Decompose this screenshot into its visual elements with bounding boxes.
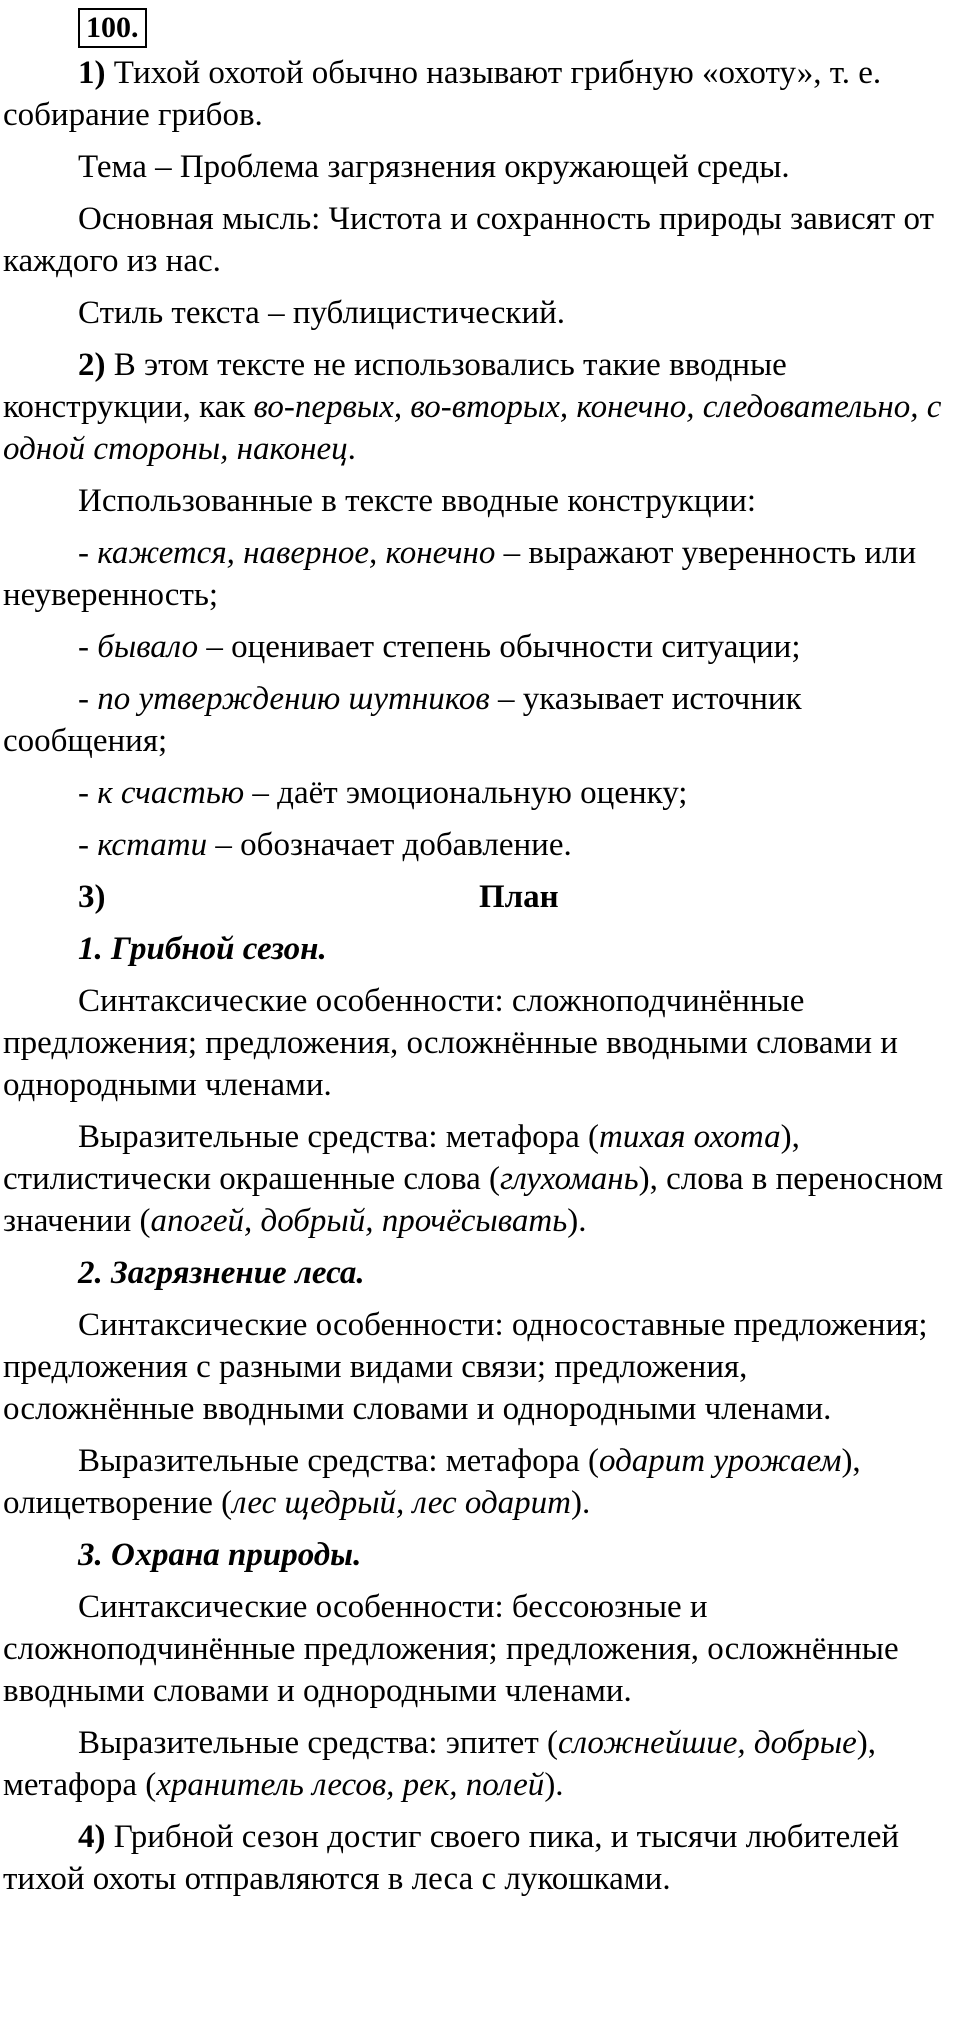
part2-label: 2)	[78, 347, 106, 383]
list-item-prefix: -	[78, 629, 98, 665]
list-item-meaning: – оценивает степень обычности ситуации;	[198, 629, 801, 665]
list-item-meaning: – указывает источник сообщения;	[3, 681, 802, 759]
section-expressive	[3, 1722, 946, 1806]
part2-used-heading: Использованные в тексте вводные конструкции:	[78, 483, 757, 519]
expr-example: апогей, добрый, прочёсывать	[150, 1203, 568, 1239]
expr-text: ), слова в переносном значении (	[3, 1161, 944, 1239]
section-syntax: Синтаксические особенности: сложноподчинённые предложения; предложения, осложнённые вводными словами и однородными членами.	[3, 983, 898, 1103]
part1-intro	[3, 52, 946, 136]
expr-example: лес щедрый, лес одарит	[232, 1485, 571, 1521]
expr-example: тихая охота	[599, 1119, 781, 1155]
part2-intro-end: .	[347, 431, 356, 467]
plan-header	[3, 876, 946, 918]
expr-text: ), метафора (	[3, 1725, 876, 1803]
part1-label: 1)	[78, 55, 106, 91]
section-syntax: Синтаксические особенности: бессоюзные и сложноподчинённые предложения; предложения, осложнённые вводными словами и однородными членами.	[3, 1589, 899, 1709]
list-item-meaning: – обозначает добавление.	[207, 827, 572, 863]
expr-text: ), стилистически окрашенные слова (	[3, 1119, 800, 1197]
list-item	[3, 772, 946, 814]
part1-style: Стиль текста – публицистический.	[78, 295, 566, 331]
list-item-prefix: -	[78, 681, 98, 717]
list-item	[3, 532, 946, 616]
list-item-phrase: по утверждению шутников	[97, 681, 490, 717]
expr-example: глухомань	[500, 1161, 639, 1197]
list-item-prefix: -	[78, 827, 98, 863]
list-item-phrase: кажется, наверное, конечно	[97, 535, 496, 571]
part2-intro-text: В этом тексте не использовались такие вводные конструкции, как	[3, 347, 787, 425]
list-item-prefix: -	[78, 775, 98, 811]
exercise-number: 100.	[78, 8, 147, 48]
part2-unused-examples: во-первых, во-вторых, конечно, следовательно, с одной стороны, наконец	[3, 389, 942, 467]
expr-example: одарит урожаем	[599, 1443, 842, 1479]
section-expressive	[3, 1116, 946, 1242]
part1-main-idea: Основная мысль: Чистота и сохранность природы зависят от каждого из нас.	[3, 201, 935, 279]
section-syntax: Синтаксические особенности: односоставные предложения; предложения с разными видами связи; предложения, осложнённые вводными словами и однородными членами.	[3, 1307, 928, 1427]
part4-body: Грибной сезон достиг своего пика, и тысячи любителей тихой охоты отправляются в леса с лукошками.	[3, 1819, 900, 1897]
list-item-phrase: бывало	[97, 629, 199, 665]
part4-label: 4)	[78, 1819, 106, 1855]
plan-title: План	[479, 879, 559, 915]
expr-text: Выразительные средства: эпитет (	[78, 1725, 558, 1761]
part1-intro-text: Тихой охотой обычно называют грибную «охоту», т. е. собирание грибов.	[3, 55, 882, 133]
list-item	[3, 824, 946, 866]
section-heading: 3. Охрана природы.	[78, 1537, 362, 1573]
section-heading: 1. Грибной сезон.	[78, 931, 327, 967]
list-item-meaning: – выражают уверенность или неуверенность;	[3, 535, 917, 613]
expr-text: ).	[544, 1767, 564, 1803]
list-item-prefix: -	[78, 535, 98, 571]
section-expressive	[3, 1440, 946, 1524]
list-item-phrase: к счастью	[97, 775, 245, 811]
list-item	[3, 678, 946, 762]
part1-theme: Тема – Проблема загрязнения окружающей среды.	[78, 149, 790, 185]
expr-text: ), олицетворение (	[3, 1443, 861, 1521]
list-item-meaning: – даёт эмоциональную оценку;	[244, 775, 688, 811]
expr-example: хранитель лесов, рек, полей	[156, 1767, 545, 1803]
expr-text: Выразительные средства: метафора (	[78, 1119, 600, 1155]
expr-text: Выразительные средства: метафора (	[78, 1443, 600, 1479]
expr-text: ).	[570, 1485, 591, 1521]
part4-text	[3, 1816, 946, 1900]
expr-example: сложнейшие, добрые	[557, 1725, 857, 1761]
part2-intro	[3, 344, 946, 470]
list-item-phrase: кстати	[97, 827, 208, 863]
list-item	[3, 626, 946, 668]
part3-label: 3)	[78, 879, 106, 915]
section-heading: 2. Загрязнение леса.	[78, 1255, 365, 1291]
expr-text: ).	[567, 1203, 587, 1239]
